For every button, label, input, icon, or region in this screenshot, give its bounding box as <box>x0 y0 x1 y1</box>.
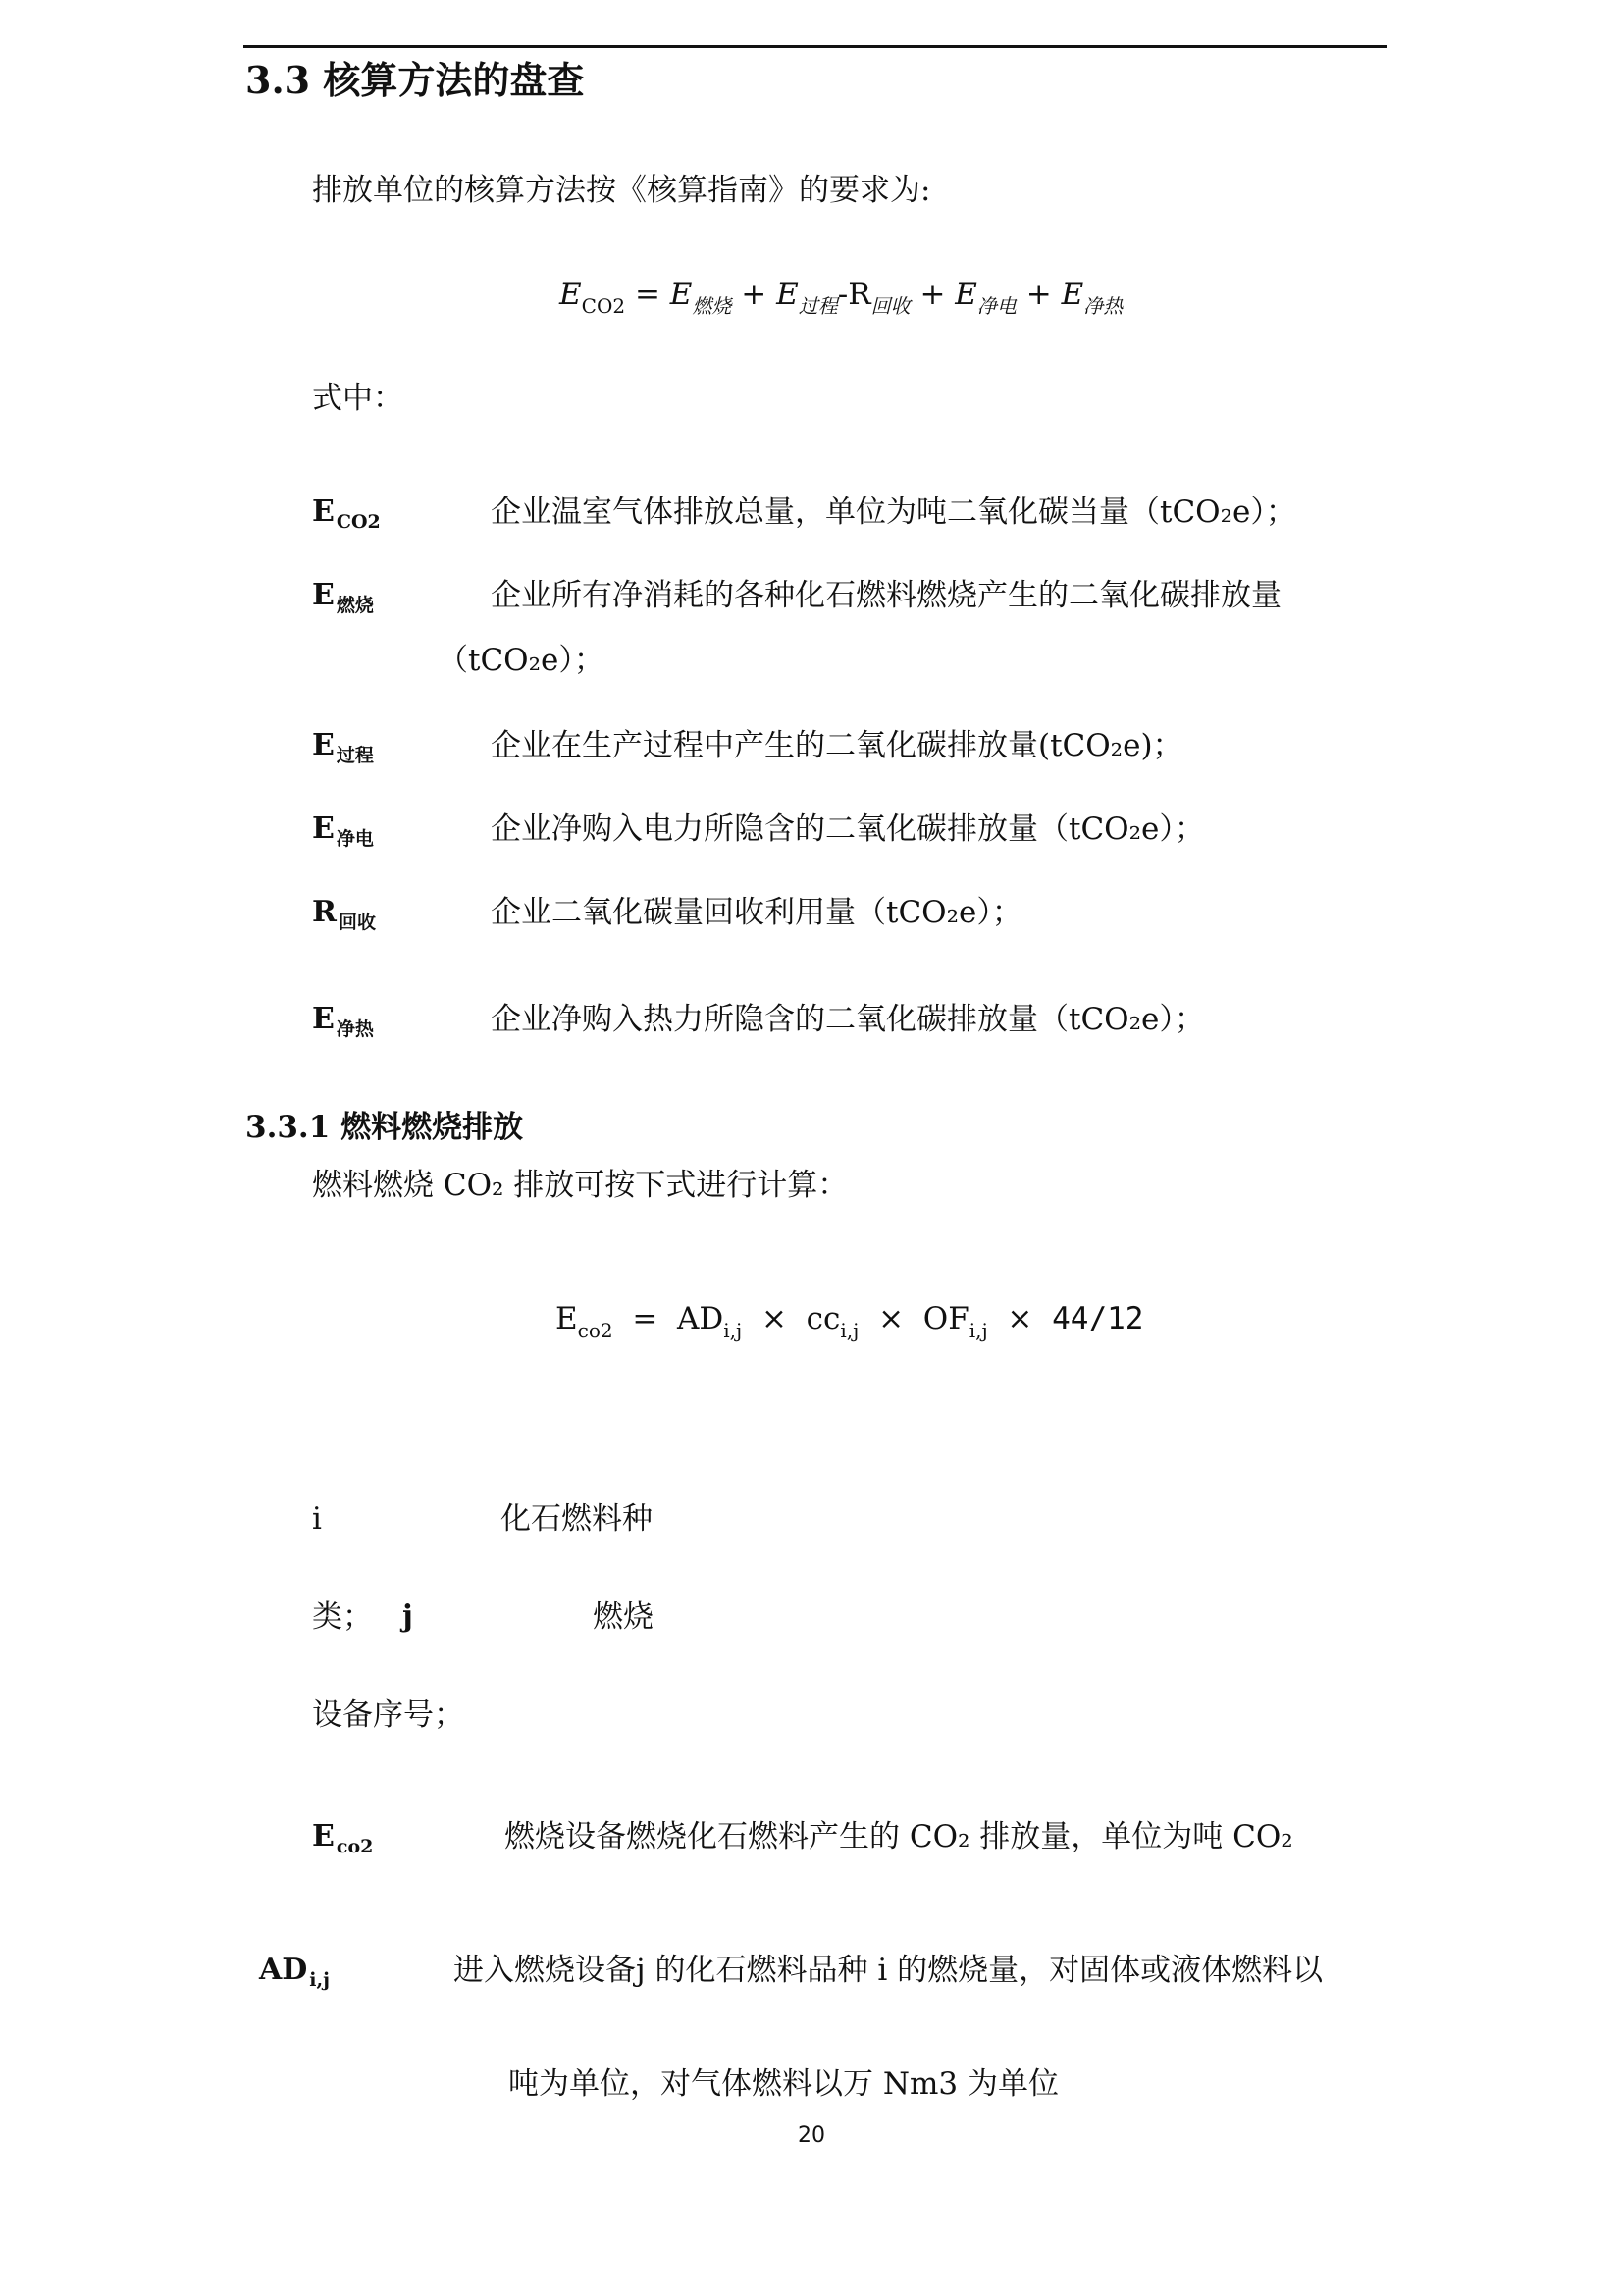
def-text-r-recovery: 企业二氧化碳量回收利用量（tCO₂e）； <box>491 895 1022 930</box>
formula1-lhs: E <box>559 277 582 312</box>
var-i-text-cont: 类； <box>312 1599 373 1635</box>
def2-symbol-eco2: E $_{co2}$ <box>312 1819 374 1857</box>
def-symbol-e-combustion: E $_{燃烧}$ <box>312 578 374 616</box>
def-text-e-combustion-cont: （tCO₂e）； <box>438 643 604 678</box>
def-text-e-net-electricity: 企业净购入电力所隐含的二氧化碳排放量（tCO₂e）； <box>491 811 1205 847</box>
subsection-number: 3.3.1 <box>245 1110 331 1145</box>
def2-text-eco2: 燃烧设备燃烧化石燃料产生的 CO₂ 排放量，单位为吨 CO₂ <box>504 1819 1293 1854</box>
def2-text-ad-cont: 吨为单位，对气体燃料以万 Nm3 为单位 <box>508 2066 1059 2102</box>
var-j-text-cont: 设备序号； <box>312 1697 464 1733</box>
var-i-symbol: i <box>312 1501 322 1537</box>
subsection-intro: 燃料燃烧 CO₂ 排放可按下式进行计算： <box>312 1168 849 1203</box>
def-text-e-process: 企业在生产过程中产生的二氧化碳排放量(tCO₂e)； <box>491 728 1183 763</box>
def-text-e-net-heat: 企业净购入热力所隐含的二氧化碳排放量（tCO₂e）； <box>491 1002 1205 1037</box>
def-symbol-e-net-heat: E $_{净热}$ <box>312 1002 374 1040</box>
where-label: 式中： <box>312 381 403 416</box>
def-symbol-r-recovery: R $_{回收}$ <box>312 895 376 933</box>
section-title: 核算方法的盘查 <box>323 58 585 102</box>
subsection-title: 燃料燃烧排放 <box>340 1110 524 1145</box>
var-j-symbol: j <box>402 1599 413 1634</box>
def2-symbol-ad: AD $_{i,j}$ <box>259 1953 331 1991</box>
subsection-heading <box>245 1106 523 1149</box>
def-text-eco2: 企业温室气体排放总量，单位为吨二氧化碳当量（tCO₂e）； <box>491 495 1296 530</box>
section-number: 3.3 <box>245 58 311 102</box>
header-rule <box>243 45 1387 48</box>
def-symbol-e-process: E $_{过程}$ <box>312 728 374 766</box>
def2-text-ad: 进入燃烧设备j 的化石燃料品种 i 的燃烧量，对固体或液体燃料以 <box>453 1953 1324 1988</box>
formula-combustion-emissions: $E_{co2} = AD_{i,j} \times cc_{i,j} \times OF_{i,j} \times 44/12$ <box>555 1301 1144 1342</box>
page-number: 20 <box>798 2123 825 2148</box>
intro-paragraph: 排放单位的核算方法按《核算指南》的要求为: <box>312 173 931 208</box>
def-symbol-e-net-electricity: E $_{净电}$ <box>312 811 374 850</box>
def-symbol-eco2: E $_{CO2}$ <box>312 495 381 533</box>
formula-total-emissions: $E_{CO2} = E_{燃烧} + E_{过程}-R_{回收} + E_{净电} + E_{净热}$ <box>559 277 1124 318</box>
var-j-text: 燃烧 <box>593 1599 654 1635</box>
section-heading <box>245 55 584 106</box>
def-text-e-combustion: 企业所有净消耗的各种化石燃料燃烧产生的二氧化碳排放量 <box>491 578 1282 613</box>
var-i-text: 化石燃料种 <box>500 1501 653 1537</box>
